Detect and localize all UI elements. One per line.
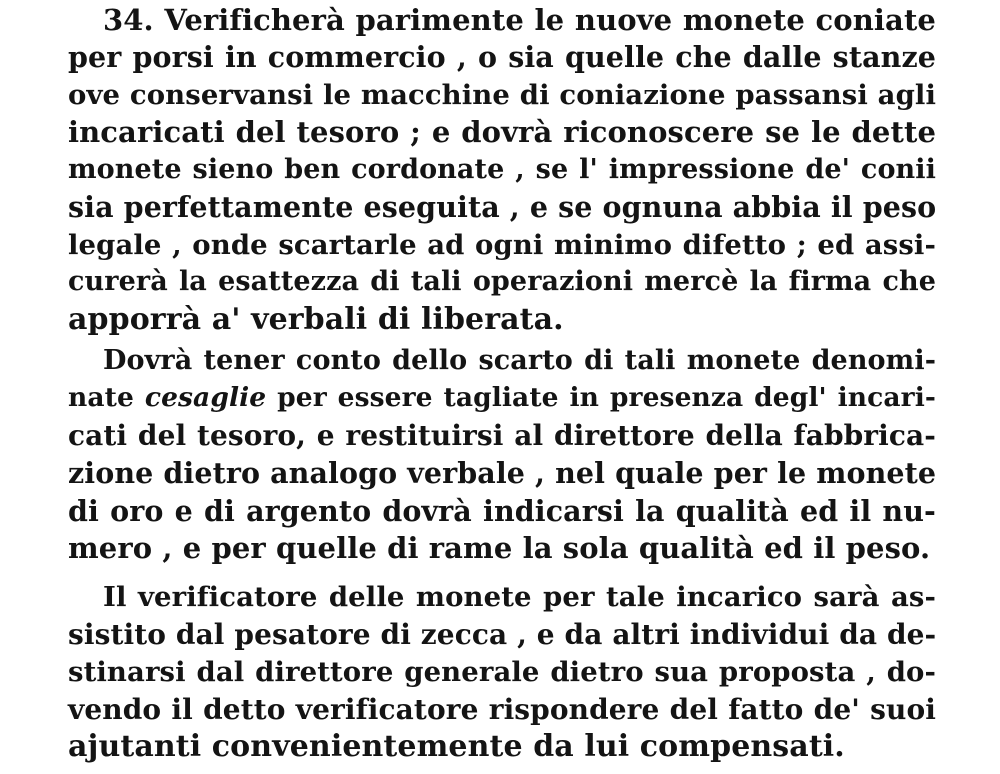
text-line: zione dietro analogo verbale , nel quale per le monete [68,456,937,490]
text-line: stinarsi dal direttore generale dietro sua proposta , do- [68,656,936,688]
text-line: legale , onde scartarle ad ogni minimo difetto ; ed assi- [68,229,936,261]
text-line: Dovrà tener conto dello scarto di tali monete denomi- [103,345,936,376]
text-line: curerà la esattezza di tali operazioni mercè la firma che [68,266,936,297]
text-line: sia perfettamente eseguita , e se ognuna abbia il peso [68,190,937,224]
text-line: apporrà a' verbali di liberata. [68,302,564,337]
text-line: monete sieno ben cordonate , se l' impressione de' conii [68,154,936,185]
text-line: mero , e per quelle di rame la sola qualità ed il peso. [68,531,931,565]
text-line: 34. Verificherà parimente le nuove monete coniate [103,3,936,37]
text-line: Il verificatore delle monete per tale incarico sarà as- [103,581,936,613]
italic-term: cesaglie [144,382,267,413]
text-line: cati del tesoro, e restituirsi al direttore della fabbrica- [68,419,936,452]
text-fragment: per essere tagliate in presenza degl' incari- [277,382,937,413]
text-line: vendo il detto verificatore rispondere del fatto de' suoi [68,693,936,726]
text-line [68,380,936,416]
text-line: per porsi in commercio , o sia quelle che dalle stanze [68,40,936,74]
text-fragment: nate [68,382,134,413]
text-line: di oro e di argento dovrà indicarsi la qualità ed il nu- [68,494,936,528]
text-line: ove conservansi le macchine di coniazione passansi agli [68,79,936,111]
text-line: ajutanti convenientemente da lui compensati. [68,729,845,764]
text-line: incaricati del tesoro ; e dovrà riconoscere se le dette [68,115,936,149]
text-line: sistito dal pesatore di zecca , e da altri individui da de- [68,618,937,651]
